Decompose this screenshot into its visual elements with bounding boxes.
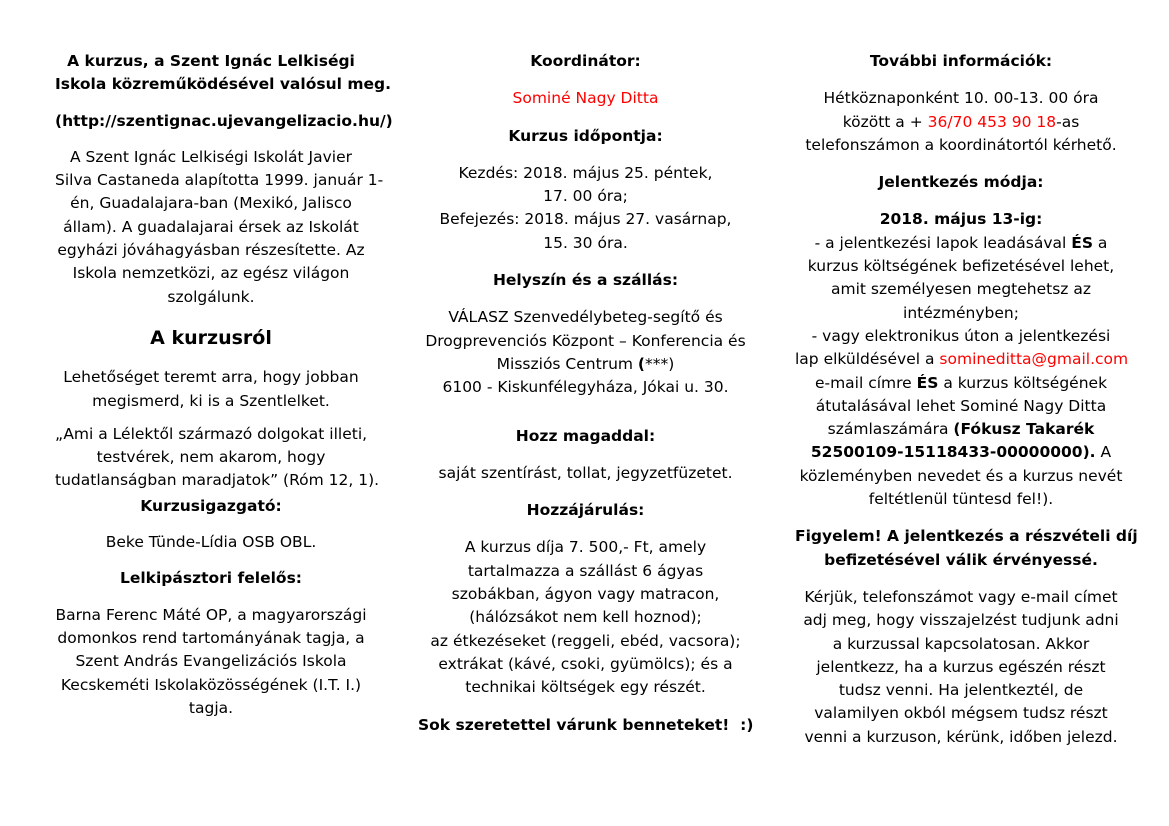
time-text [418, 162, 753, 255]
text-line: technikai költségek egy részét. [465, 678, 706, 697]
text-part: -as [1056, 112, 1080, 131]
pastoral-heading: Lelkipásztori felelős: [119, 569, 302, 588]
text-line: Befejezés: 2018. május 27. vasárnap, [439, 210, 732, 229]
text-line: kurzus költségének befizetésével lehet, [807, 257, 1115, 276]
middle-column [418, 50, 753, 737]
text-line: jelentkezz, ha a kurzus egészén részt [816, 657, 1106, 676]
coordinator-heading: Koordinátor: [530, 52, 641, 70]
text-part: a [1093, 233, 1108, 252]
text-line: tudatlanságban maradjatok” (Róm 12, 1). [55, 471, 380, 490]
text-part: között a + [842, 112, 928, 131]
text-line [815, 234, 1108, 252]
text-line: Barna Ferenc Máté OP, a magyarországi [55, 605, 367, 624]
text-line: szobákban, ágyon vagy matracon, [451, 585, 720, 604]
text-line: testvérek, nem akarom, hogy [96, 448, 326, 467]
about-heading: A kurzusról [150, 326, 272, 349]
text-line: 6100 - Kiskunfélegyháza, Jókai u. 30. [442, 378, 729, 397]
text-line: venni a kurzuson, kérünk, időben jelezd. [804, 727, 1118, 746]
bank-account: 52500109-15118433-00000000). [810, 443, 1096, 462]
text-line: Iskola nemzetközi, az egész világon [72, 264, 350, 283]
emphasis: ÉS [1071, 233, 1093, 252]
text-line: Hétköznaponként 10. 00-13. 00 óra [823, 89, 1099, 108]
warning-text [795, 525, 1138, 572]
text-line: tartalmazza a szállást 6 ágyas [467, 561, 704, 580]
email-link[interactable]: somineditta@gmail.com [939, 350, 1129, 369]
text-line: telefonszámon a koordinátortól kérhető. [805, 135, 1117, 154]
deadline: 2018. május 13-ig: [879, 210, 1043, 229]
text-line: egyházi jóváhagyásban részesítette. Az [57, 241, 365, 260]
stars: *** [645, 354, 669, 373]
apply-heading: Jelentkezés módja: [878, 173, 1044, 192]
bring-text: saját szentírást, tollat, jegyzetfüzetet. [438, 463, 733, 482]
intro-line: Iskola közreműködésével valósul meg. [55, 75, 391, 94]
bring-heading: Hozz magaddal: [515, 426, 656, 445]
text-line: a kurzussal kapcsolatosan. Akkor [832, 634, 1090, 653]
venue-text-part: Missziós Centrum [496, 354, 638, 373]
text-line: az étkezéseket (reggeli, ebéd, vacsora); [430, 631, 741, 650]
text-line: befizetésével válik érvényessé. [824, 550, 1098, 569]
text-line: amit személyesen megtehetsz az [831, 280, 1091, 299]
info-text [795, 87, 1127, 157]
text-part: e-mail címre [814, 373, 917, 392]
text-line: (hálózsákot nem kell hoznod); [469, 608, 702, 627]
pastoral-text [55, 604, 367, 720]
text-line: Figyelem! A jelentkezés a részvételi díj [795, 527, 1138, 546]
venue-text [418, 306, 753, 399]
director-heading: Kurzusigazgató: [140, 496, 282, 515]
text-line: Lehetőséget teremt arra, hogy jobban [63, 368, 359, 387]
school-url[interactable]: (http://szentignac.ujevangelizacio.hu/) [55, 111, 393, 130]
phone-number[interactable]: 36/70 453 90 18 [927, 112, 1057, 131]
text-line: A kurzus díja 7. 500,- Ft, amely [464, 538, 707, 557]
bold-paren: ( [637, 354, 646, 373]
text-line [815, 374, 1107, 392]
bible-quote [55, 423, 380, 493]
text-line: 15. 30 óra. [543, 233, 628, 252]
text-line [497, 355, 675, 373]
text-line: tagja. [188, 698, 234, 717]
text-line: én, Guadalajara-ban (Mexikó, Jalisco [70, 194, 352, 213]
fee-heading: Hozzájárulás: [526, 501, 645, 520]
text-line [843, 113, 1080, 131]
text-line: Kecskeméti Iskolaközösségének (I.T. I.) [60, 675, 362, 694]
school-description [55, 146, 384, 309]
time-heading: Kurzus időpontja: [508, 126, 663, 145]
info-heading: További információk: [869, 52, 1053, 70]
text-line: „Ami a Lélektől származó dolgokat illeti, [55, 424, 368, 443]
text-line: feltétlenül tüntesd fel!). [868, 490, 1054, 509]
fee-text [418, 536, 753, 699]
text-line: szolgálunk. [167, 287, 255, 306]
closing-text: Sok szeretettel várunk benneteket! :) [418, 715, 754, 734]
text-line: 17. 00 óra; [543, 187, 628, 206]
request-text [795, 586, 1127, 749]
text-line [811, 443, 1111, 461]
about-text [55, 366, 367, 413]
text-line: Silva Castaneda alapította 1999. január 1- [55, 171, 384, 190]
intro-line: A kurzus, a Szent Ignác Lelkiségi [67, 52, 355, 70]
apply-text [795, 208, 1127, 511]
text-line: átutalásával lehet Sominé Nagy Ditta [815, 396, 1107, 415]
text-part: A [1095, 443, 1112, 462]
text-line: megismerd, ki is a Szentlelket. [92, 391, 330, 410]
text-line: Drogprevenciós Központ – Konferencia és [425, 331, 746, 350]
text-part: - a jelentkezési lapok leadásával [814, 233, 1072, 252]
text-line: extrákat (kávé, csoki, gyümölcs); és a [438, 654, 733, 673]
text-part: lap elküldésével a [795, 350, 940, 369]
text-line: intézményben; [903, 303, 1019, 322]
text-part: a kurzus költségének [938, 373, 1108, 392]
right-column [795, 50, 1138, 749]
text-line: - vagy elektronikus úton a jelentkezési [811, 326, 1111, 345]
text-line: tudsz venni. Ha jelentkeztél, de [838, 681, 1084, 700]
text-line: adj meg, hogy visszajelzést tudjunk adni [803, 611, 1119, 630]
text-line: Kezdés: 2018. május 25. péntek, [458, 163, 713, 182]
text-line: Szent András Evangelizációs Iskola [75, 652, 347, 671]
text-line [828, 420, 1095, 438]
text-line: valamilyen okból mégsem tudsz részt [814, 704, 1108, 723]
coordinator-name: Sominé Nagy Ditta [512, 89, 659, 108]
venue-heading: Helyszín és a szállás: [492, 271, 679, 290]
intro-heading [55, 50, 391, 97]
paren: ) [668, 354, 675, 373]
text-line: domonkos rend tartományának tagja, a [57, 628, 365, 647]
director-name: Beke Tünde-Lídia OSB OBL. [105, 533, 317, 552]
text-line: közleményben nevedet és a kurzus nevét [799, 466, 1123, 485]
text-line: A Szent Ignác Lelkiségi Iskolát Javier [69, 147, 353, 166]
emphasis: ÉS [916, 373, 939, 392]
text-line: állam). A guadalajarai érsek az Iskolát [63, 217, 359, 236]
text-line: VÁLASZ Szenvedélybeteg-segítő és [448, 308, 723, 327]
text-line [795, 350, 1128, 368]
left-column [55, 50, 393, 720]
bank-name: (Fókusz Takarék [953, 420, 1095, 439]
text-line: Kérjük, telefonszámot vagy e-mail címet [804, 587, 1118, 606]
text-part: számlaszámára [827, 420, 954, 439]
